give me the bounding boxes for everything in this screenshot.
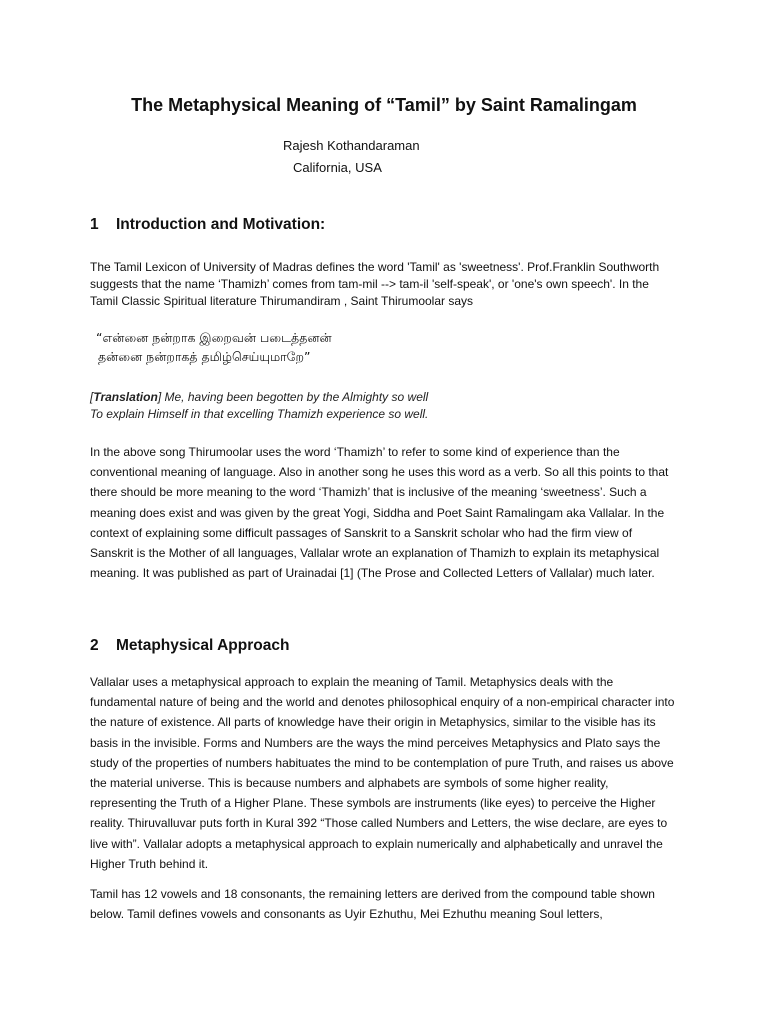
translation-bracket: [ bbox=[90, 390, 94, 404]
translation-line-2: To explain Himself in that excelling Thamizh experience so well. bbox=[90, 407, 429, 421]
translation-label: Translation bbox=[93, 390, 158, 404]
translation-line-1 bbox=[90, 389, 690, 406]
section-2-paragraph-1: Vallalar uses a metaphysical approach to explain the meaning of Tamil. Metaphysics deals with the fundamental nature of being and the world and denotes philosophical enquiry of a non-empirical character into the nature of existence. All parts of knowledge have their origin in Metaphysics, similar to the visible has its basis in the invisible. Forms and Numbers are the ways the mind perceives Metaphysics and Plato says the study of the properties of numbers habituates the mind to be contemplation of pure Truth, and raises us above the material universe. This is because numbers and alphabets are symbols of some higher reality, representing the Truth of a Higher Plane. These symbols are instruments (like eyes) to perceive the Higher reality. Thiruvalluvar puts forth in Kural 392 “Those called Numbers and Letters, the wise declare, are eyes to live with”. Vallalar adopts a metaphysical approach to explain numerically and alphabetically and unravel the Higher Truth behind it. bbox=[90, 675, 675, 871]
document-title: The Metaphysical Meaning of “Tamil” by Saint Ramalingam bbox=[131, 95, 637, 115]
author-location: California, USA bbox=[293, 160, 382, 175]
author-name: Rajesh Kothandaraman bbox=[283, 138, 420, 153]
section-2-title: Metaphysical Approach bbox=[116, 637, 290, 654]
section-1-title: Introduction and Motivation: bbox=[116, 216, 326, 233]
section-2-heading bbox=[90, 637, 289, 655]
tamil-verse-line-2: தன்னை நன்றாகத் தமிழ்செய்யுமாறே” bbox=[98, 349, 311, 364]
translation-text-1: ] Me, having been begotten by the Almighty so well bbox=[157, 390, 429, 404]
section-2-number: 2 bbox=[90, 637, 99, 654]
section-1-paragraph-1: The Tamil Lexicon of University of Madras defines the word 'Tamil' as 'sweetness'. Prof.Franklin Southworth suggests that the name ‘Thamizh’ comes from tam-mil --> tam-il 'self-speak', or 'one's own speech'. In the Tamil Classic Spiritual literature Thirumandiram , Saint Thirumoolar says bbox=[90, 260, 660, 308]
section-1-paragraph-2: In the above song Thirumoolar uses the word ‘Thamizh’ to refer to some kind of experience than the conventional meaning of language. Also in another song he uses this word as a verb. So all this points to that there should be more meaning to the word ‘Thamizh’ that is inclusive of the meaning ‘sweetness’. Such a meaning does exist and was given by the great Yogi, Siddha and Poet Saint Ramalingam aka Vallalar. In the context of explaining some difficult passages of Sanskrit to a Sanskrit scholar who had the firm view of Sanskrit is the Mother of all languages, Vallalar wrote an explanation of Thamizh to explain its metaphysical meaning. It was published as part of Urainadai [1] (The Prose and Collected Letters of Vallalar) much later. bbox=[90, 445, 669, 581]
tamil-verse-line-1: “என்னை நன்றாக இறைவன் படைத்தனன் bbox=[96, 330, 332, 345]
section-1-number: 1 bbox=[90, 216, 99, 233]
section-1-heading bbox=[90, 216, 325, 234]
section-2-paragraph-2: Tamil has 12 vowels and 18 consonants, the remaining letters are derived from the compound table shown below. Tamil defines vowels and consonants as Uyir Ezhuthu, Mei Ezhuthu meaning Soul letters, bbox=[90, 887, 655, 922]
